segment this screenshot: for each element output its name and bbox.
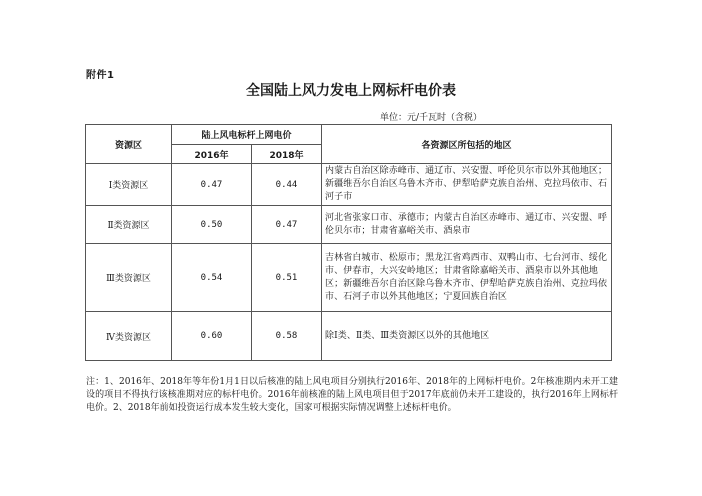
price-2018: 0.51: [252, 244, 322, 312]
price-table: [85, 124, 612, 361]
header-region: 资源区: [86, 125, 172, 164]
table-row: [86, 164, 612, 206]
price-2018: 0.44: [252, 164, 322, 206]
region-areas: 内蒙古自治区除赤峰市、通辽市、兴安盟、呼伦贝尔市以外其他地区；新疆维吾尔自治区乌鲁木齐市、伊犁哈萨克族自治州、克拉玛依市、石河子市: [322, 164, 612, 206]
region-name: Ⅱ类资源区: [86, 206, 172, 244]
price-2016: 0.54: [172, 244, 252, 312]
table-row: [86, 244, 612, 312]
price-2016: 0.50: [172, 206, 252, 244]
price-2016: 0.47: [172, 164, 252, 206]
header-areas: 各资源区所包括的地区: [322, 125, 612, 164]
price-2016: 0.60: [172, 312, 252, 361]
region-name: Ⅳ类资源区: [86, 312, 172, 361]
region-name: Ⅲ类资源区: [86, 244, 172, 312]
region-areas: 河北省张家口市、承德市；内蒙古自治区赤峰市、通辽市、兴安盟、呼伦贝尔市；甘肃省嘉峪关市、酒泉市: [322, 206, 612, 244]
header-year-2016: 2016年: [172, 145, 252, 164]
unit-label: 单位：元/千瓦时（含税）: [380, 113, 483, 123]
page-title: 全国陆上风力发电上网标杆电价表: [246, 83, 456, 99]
price-2018: 0.47: [252, 206, 322, 244]
price-2018: 0.58: [252, 312, 322, 361]
region-areas: 吉林省白城市、松原市；黑龙江省鸡西市、双鸭山市、七台河市、绥化市、伊春市，大兴安岭地区；甘肃省除嘉峪关市、酒泉市以外其他地区；新疆维吾尔自治区除乌鲁木齐市、伊犁哈萨克族自治州、克拉玛依市、石河子市以外其他地区；宁夏回族自治区: [322, 244, 612, 312]
header-price-group: 陆上风电标杆上网电价: [172, 125, 322, 145]
region-name: Ⅰ类资源区: [86, 164, 172, 206]
footnote: 注：1、2016年、2018年等年份1月1日以后核准的陆上风电项目分别执行2016年、2018年的上网标杆电价。2年核准期内未开工建设的项目不得执行该核准期对应的标杆电价。2016年前核准的陆上风电项目但于2017年底前仍未开工建设的，执行2016年上网标杆电价。2、2018年前如投资运行成本发生较大变化，国家可根据实际情况调整上述标杆电价。: [86, 377, 618, 413]
header-year-2018: 2018年: [252, 145, 322, 164]
table-row: [86, 312, 612, 361]
attachment-label: 附件1: [86, 70, 115, 81]
table-row: [86, 206, 612, 244]
region-areas: 除Ⅰ类、Ⅱ类、Ⅲ类资源区以外的其他地区: [322, 312, 612, 361]
